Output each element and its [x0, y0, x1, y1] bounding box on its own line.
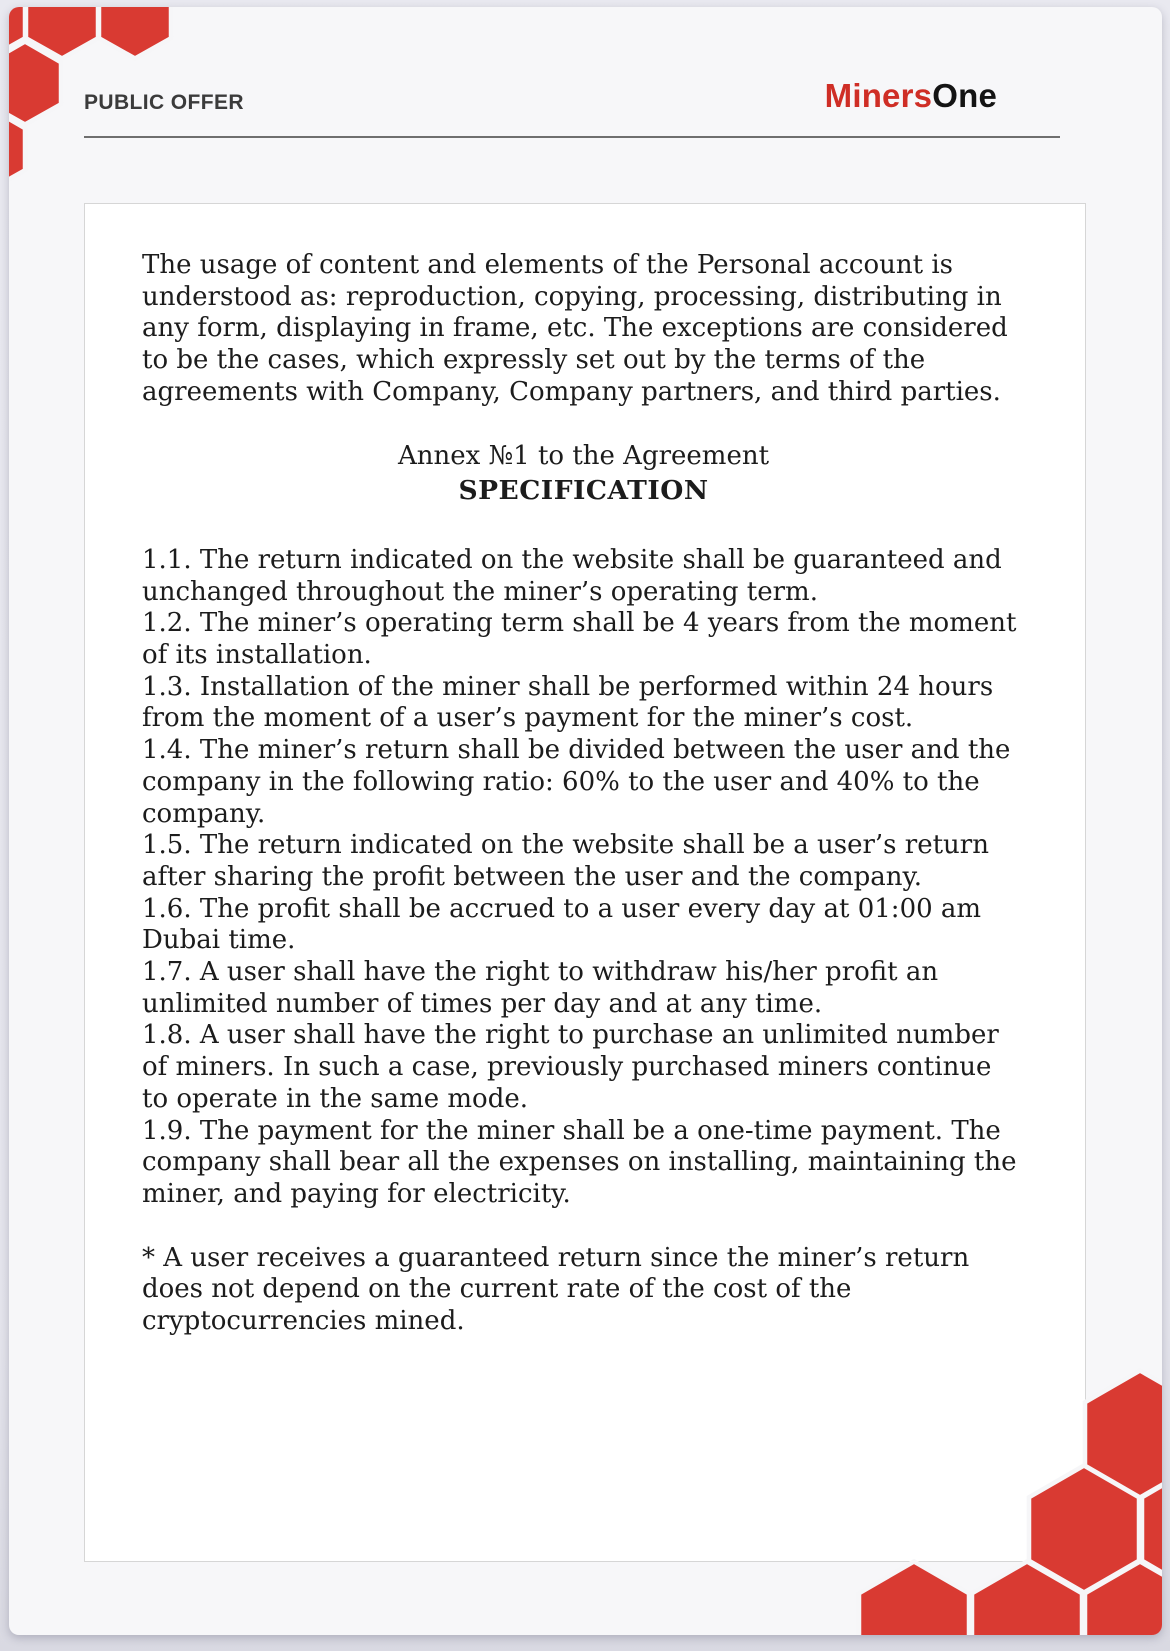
- logo-text-miners: Miners: [824, 77, 933, 114]
- document-content-box: [84, 203, 1086, 1562]
- clause-1-4: 1.4. The miner’s return shall be divided between the user and the company in the following ratio: 60% to the user and 40% to the company.: [142, 735, 1011, 829]
- clause-1-2: 1.2. The miner’s operating term shall be 4 years from the moment of its installation.: [142, 608, 1017, 671]
- footnote-paragraph: * A user receives a guaranteed return since the miner’s return does not depend on the current rate of the cost of the cryptocurrencies mined.: [142, 1242, 970, 1337]
- clause-1-5: 1.5. The return indicated on the website shall be a user’s return after sharing the profit between the user and the company.: [142, 830, 989, 892]
- clause-1-3: 1.3. Installation of the miner shall be performed within 24 hours from the moment of a user’s payment for the miner’s cost.: [142, 671, 994, 734]
- annex-title: Annex №1 to the Agreement: [397, 440, 770, 471]
- logo-text-one: One: [932, 77, 997, 114]
- section-title: SPECIFICATION: [458, 475, 709, 507]
- document-tagline: PUBLIC OFFER: [84, 91, 244, 114]
- clause-1-1: 1.1. The return indicated on the website shall be guaranteed and unchanged throughout the miner’s operating term.: [142, 544, 1002, 607]
- document-page: [9, 7, 1162, 1635]
- company-logo: [825, 77, 997, 115]
- clause-1-6: 1.6. The profit shall be accrued to a user every day at 01:00 am Dubai time.: [142, 893, 982, 956]
- intro-paragraph: The usage of content and elements of the Personal account is understood as: reproduction, copying, processing, distributing in any form, displaying in frame, etc. The exceptions are considered to be the cases, which expressly set out by the terms of the agreements with Company, Company partners, and third parties.: [142, 250, 1008, 407]
- clause-1-9: 1.9. The payment for the miner shall be a one-time payment. The company shall bear all the expenses on installing, maintaining the miner, and paying for electricity.: [142, 1115, 1017, 1209]
- clause-1-7: 1.7. A user shall have the right to withdraw his/her profit an unlimited number of times per day and at any time.: [142, 957, 939, 1019]
- clause-1-8: 1.8. A user shall have the right to purchase an unlimited number of miners. In such a case, previously purchased miners continue to operate in the same mode.: [142, 1020, 999, 1114]
- clause-list: [142, 545, 1025, 1211]
- header-divider: [84, 136, 1060, 138]
